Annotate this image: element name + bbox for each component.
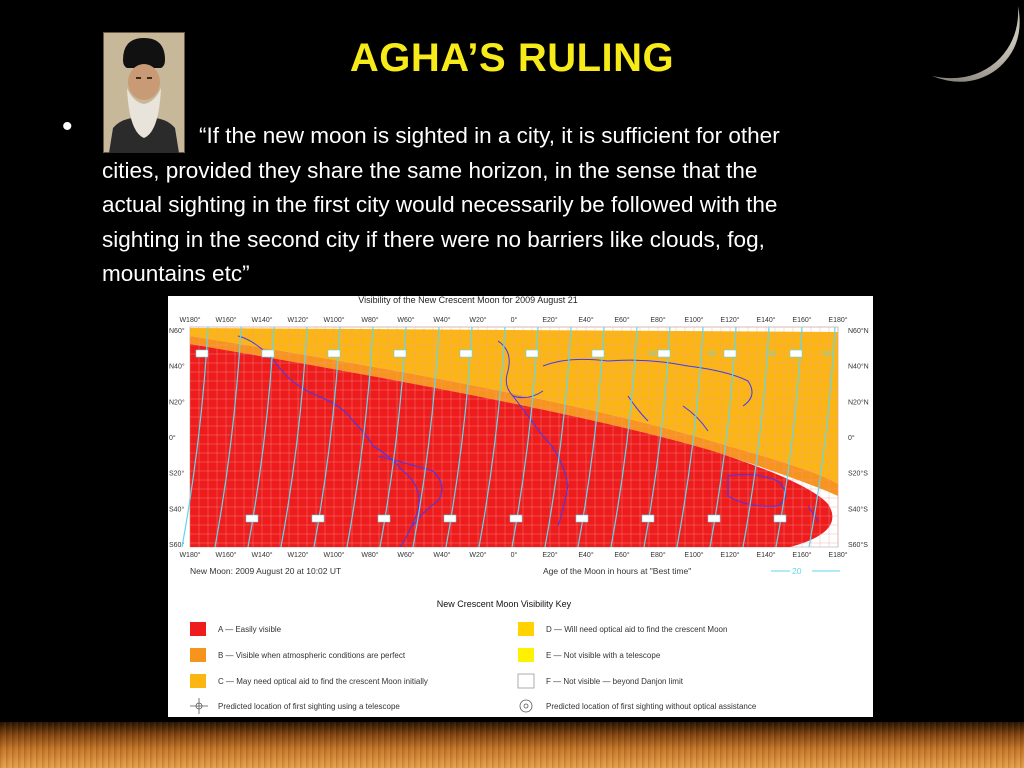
top-longitude-ticks: [179, 316, 847, 324]
svg-text:E — Not visible with a telesco: E — Not visible with a telescope: [546, 651, 661, 660]
longitude-tick-label: 0°: [510, 552, 518, 559]
latitude-tick-label: S20°: [169, 470, 185, 478]
quote-line: cities, provided they share the same horizon, in the sense that the: [102, 157, 758, 183]
key-item-e: [518, 648, 661, 662]
contour-value-label: 20: [708, 351, 716, 358]
longitude-tick-label: 0°: [510, 317, 518, 324]
contour-marker: [312, 515, 324, 522]
contour-marker: [196, 350, 208, 357]
svg-text:Predicted location of first si: Predicted location of first sighting using a telescope: [218, 702, 400, 711]
key-title: New Crescent Moon Visibility Key: [436, 599, 572, 609]
longitude-tick-label: W140°: [251, 317, 273, 324]
latitude-tick-label: 0°: [848, 435, 855, 442]
longitude-tick-label: E160°: [792, 552, 812, 559]
key-item-d: [518, 622, 727, 636]
crescent-moon-image: [922, 0, 1024, 90]
svg-text:B — Visible when atmospheric c: B — Visible when atmospheric conditions are perfect: [218, 651, 406, 660]
contour-value-label: 20: [648, 351, 656, 358]
ruling-quote: [102, 119, 982, 292]
latitude-tick-label: N40°: [169, 363, 185, 371]
longitude-tick-label: E40°: [578, 317, 594, 324]
latitude-tick-label: S40°S: [848, 506, 868, 514]
longitude-tick-label: E60°: [614, 317, 630, 324]
latitude-tick-label: N60°: [169, 328, 185, 335]
telescope-sighting-legend: [190, 698, 400, 714]
bottom-longitude-ticks: [179, 551, 847, 559]
contour-marker: [724, 350, 736, 357]
contour-marker: [774, 515, 786, 522]
longitude-tick-label: E160°: [792, 317, 812, 324]
latitude-tick-label: S60°: [169, 542, 185, 549]
longitude-tick-label: E100°: [684, 552, 704, 559]
longitude-tick-label: E80°: [650, 317, 666, 324]
longitude-tick-label: W160°: [215, 552, 237, 559]
longitude-tick-label: W140°: [251, 552, 273, 559]
longitude-tick-label: W20°: [469, 552, 487, 559]
longitude-tick-label: W80°: [361, 552, 379, 559]
contour-marker: [328, 350, 340, 357]
longitude-tick-label: E180°: [828, 317, 848, 324]
svg-text:C — May need optical aid to fi: C — May need optical aid to find the crescent Moon initially: [218, 677, 428, 686]
longitude-tick-label: E180°: [828, 552, 848, 559]
svg-text:A — Easily visible: A — Easily visible: [218, 625, 282, 634]
left-latitude-ticks: [169, 327, 185, 549]
contour-marker: [576, 515, 588, 522]
latitude-tick-label: 0°: [169, 435, 176, 442]
longitude-tick-label: E60°: [614, 552, 630, 559]
longitude-tick-label: E20°: [542, 552, 558, 559]
new-moon-label: New Moon: 2009 August 20 at 10:02 UT: [190, 566, 342, 576]
slide-title: AGHA’S RULING: [349, 36, 675, 80]
longitude-tick-label: W40°: [433, 552, 451, 559]
map-title: Visibility of the New Crescent Moon for 2009 August 21: [358, 296, 578, 305]
longitude-tick-label: E100°: [684, 317, 704, 324]
key-item-c: [190, 674, 428, 688]
longitude-tick-label: E120°: [720, 552, 740, 559]
latitude-tick-label: N20°: [169, 399, 185, 407]
contour-marker: [378, 515, 390, 522]
longitude-tick-label: E40°: [578, 552, 594, 559]
longitude-tick-label: W120°: [287, 552, 309, 559]
contour-marker: [246, 515, 258, 522]
latitude-tick-label: N40°N: [848, 363, 869, 371]
quote-line: sighting in the second city if there were no barriers like clouds, fog,: [102, 226, 765, 252]
longitude-tick-label: W100°: [323, 317, 345, 324]
key-item-b: [190, 648, 406, 662]
longitude-tick-label: E20°: [542, 317, 558, 324]
longitude-tick-label: W180°: [179, 317, 201, 324]
naked-eye-sighting-icon: [520, 700, 532, 712]
quote-line: “If the new moon is sighted in a city, it is sufficient for other: [199, 123, 780, 148]
contour-marker: [394, 350, 406, 357]
contour-value-label: 20: [823, 351, 831, 358]
longitude-tick-label: W120°: [287, 317, 309, 324]
key-item-f: [518, 674, 684, 688]
latitude-tick-label: N20°N: [848, 399, 869, 407]
svg-text:Predicted location of first si: Predicted location of first sighting without optical assistance: [546, 702, 757, 711]
latitude-tick-label: S60°S: [848, 542, 868, 549]
longitude-tick-label: E120°: [720, 317, 740, 324]
contour-marker: [642, 515, 654, 522]
latitude-tick-label: S20°S: [848, 470, 868, 478]
wooden-floor-band: [0, 722, 1024, 768]
visibility-map: [168, 296, 873, 717]
longitude-tick-label: E140°: [756, 552, 776, 559]
longitude-tick-label: W60°: [397, 317, 415, 324]
bullet-marker: •: [62, 110, 73, 143]
contour-value-label: 20: [768, 351, 776, 358]
svg-text:F — Not visible — beyond Danjo: F — Not visible — beyond Danjon limit: [546, 677, 683, 686]
latitude-tick-label: N60°N: [848, 328, 869, 335]
age-value: 20: [792, 566, 802, 576]
longitude-tick-label: W40°: [433, 317, 451, 324]
longitude-tick-label: E80°: [650, 552, 666, 559]
quote-line: mountains etc”: [102, 261, 250, 286]
longitude-tick-label: W160°: [215, 317, 237, 324]
age-label: Age of the Moon in hours at "Best time": [543, 566, 692, 576]
right-latitude-ticks: [848, 327, 869, 549]
contour-marker: [262, 350, 274, 357]
svg-text:D — Will need optical aid to f: D — Will need optical aid to find the crescent Moon: [546, 625, 728, 634]
contour-marker: [510, 515, 522, 522]
longitude-tick-label: W20°: [469, 317, 487, 324]
contour-marker: [460, 350, 472, 357]
longitude-tick-label: E140°: [756, 317, 776, 324]
contour-marker: [526, 350, 538, 357]
longitude-tick-label: W80°: [361, 317, 379, 324]
contour-marker: [790, 350, 802, 357]
longitude-tick-label: W60°: [397, 552, 415, 559]
contour-marker: [658, 350, 670, 357]
latitude-tick-label: S40°: [169, 506, 185, 514]
quote-line: actual sighting in the first city would necessarily be followed with the: [102, 192, 778, 217]
contour-marker: [592, 350, 604, 357]
naked-eye-sighting-legend: [520, 700, 757, 712]
contour-marker: [444, 515, 456, 522]
longitude-tick-label: W180°: [179, 552, 201, 559]
longitude-tick-label: W100°: [323, 552, 345, 559]
contour-marker: [708, 515, 720, 522]
key-item-a: [190, 622, 282, 636]
visibility-map-figure: [168, 296, 873, 717]
